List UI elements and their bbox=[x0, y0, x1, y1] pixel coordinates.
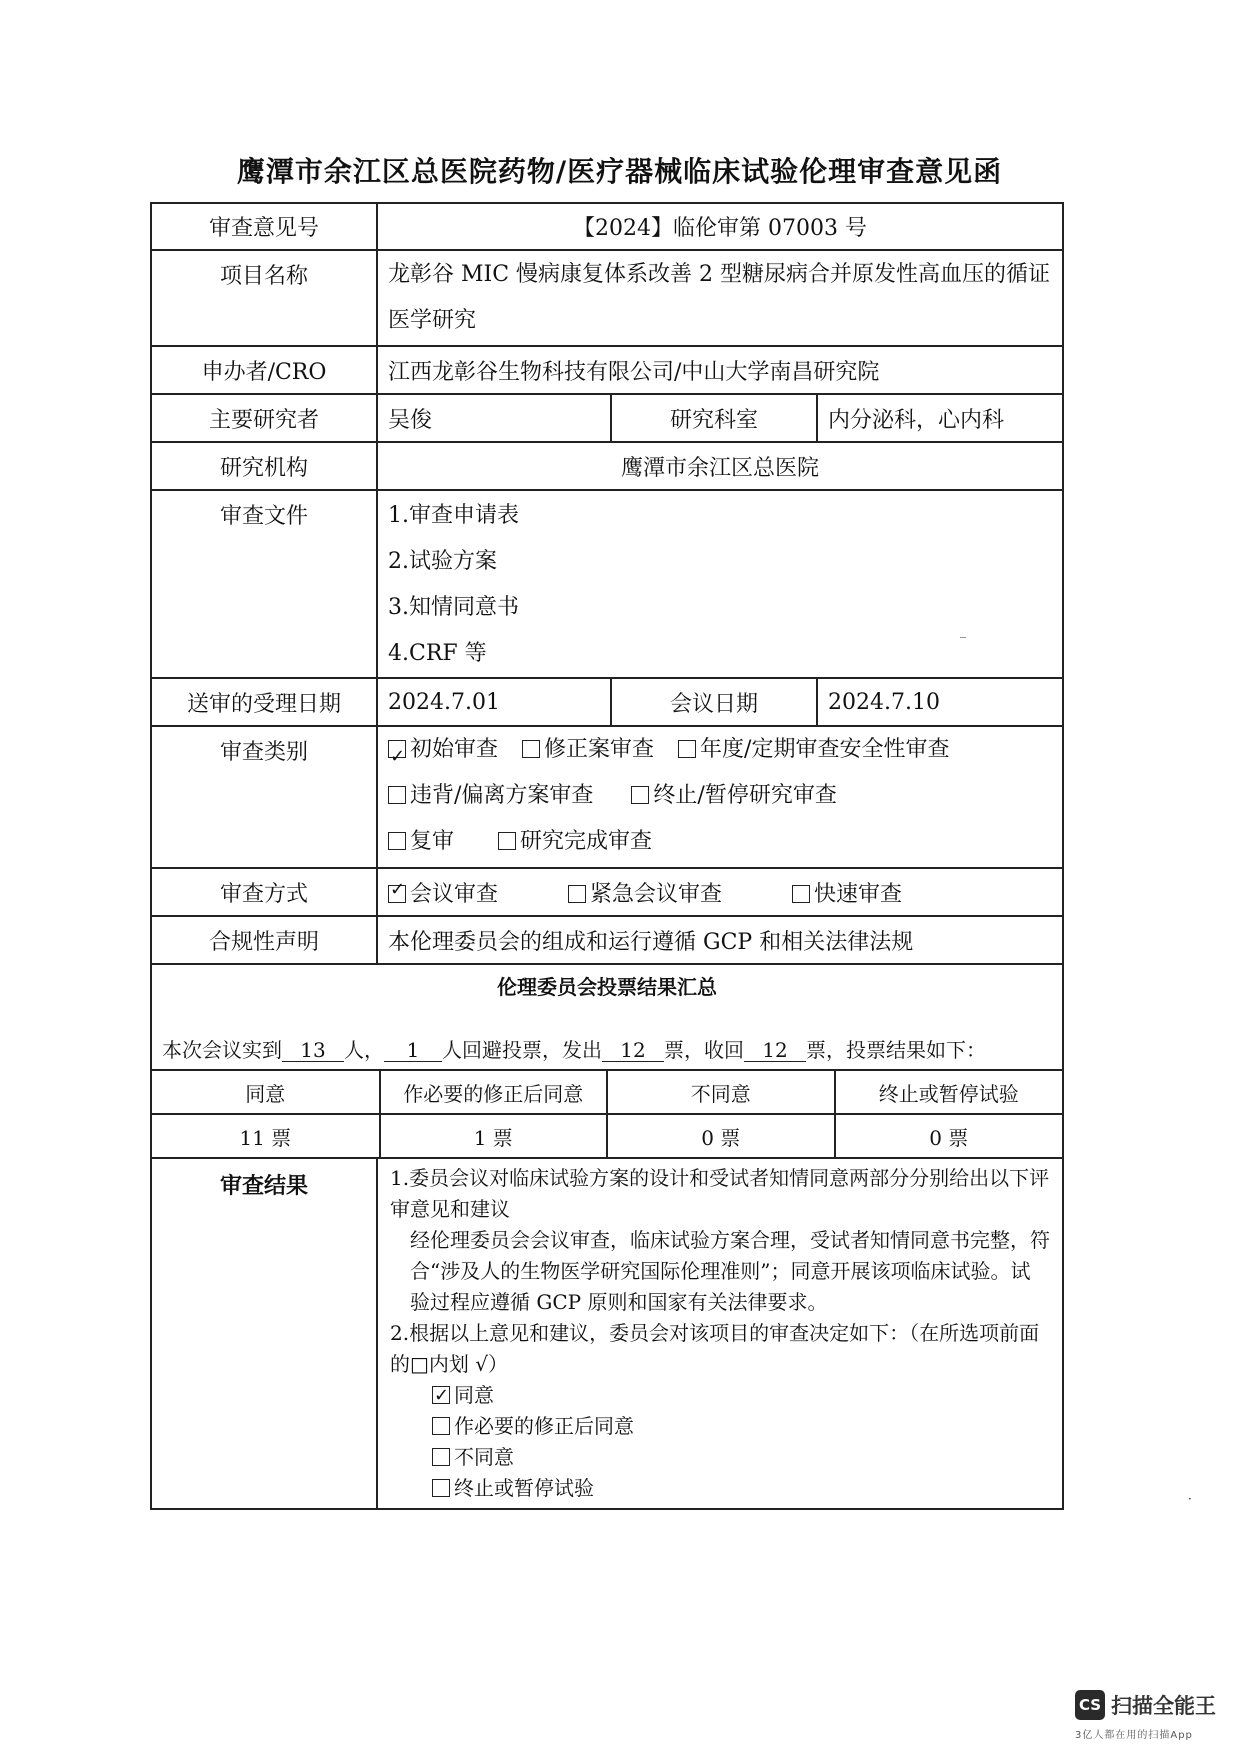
vote-result-row bbox=[152, 1114, 1062, 1157]
row-compliance bbox=[151, 916, 1063, 964]
checkbox-icon[interactable] bbox=[522, 740, 540, 758]
vote-header-terminate: 终止或暂停试验 bbox=[835, 1070, 1063, 1114]
review-type-label: 审查类别 bbox=[151, 726, 377, 868]
watermark-tagline: 3亿人都在用的扫描App bbox=[1075, 1730, 1193, 1741]
document-item: 1.审查申请表 bbox=[388, 503, 519, 528]
vote-result-terminate: 0 票 bbox=[835, 1114, 1063, 1157]
row-review-result bbox=[151, 1158, 1063, 1509]
checkbox-icon[interactable] bbox=[432, 1479, 450, 1497]
checkbox-icon[interactable] bbox=[432, 1448, 450, 1466]
vote-header-row bbox=[152, 1070, 1062, 1114]
row-opinion-no bbox=[151, 203, 1063, 250]
issued-count: 12 bbox=[602, 1039, 664, 1062]
checkbox-icon[interactable] bbox=[388, 832, 406, 850]
compliance-value: 本伦理委员会的组成和运行遵循 GCP 和相关法律法规 bbox=[377, 916, 1063, 964]
meeting-date-label: 会议日期 bbox=[611, 678, 817, 726]
review-type-completion[interactable]: 研究完成审查 bbox=[498, 819, 652, 865]
submit-date-label: 送审的受理日期 bbox=[151, 678, 377, 726]
row-review-method bbox=[151, 868, 1063, 916]
checkbox-icon[interactable] bbox=[432, 1417, 450, 1435]
checkbox-checked-icon[interactable] bbox=[388, 740, 406, 758]
decision-disagree[interactable]: 不同意 bbox=[390, 1442, 1050, 1473]
result-content bbox=[377, 1158, 1063, 1509]
review-type-amendment[interactable]: 修正案审查 bbox=[522, 727, 654, 773]
decision-terminate[interactable]: 终止或暂停试验 bbox=[390, 1473, 1050, 1504]
vote-result-agree-with-revision: 1 票 bbox=[380, 1114, 608, 1157]
vote-results-table bbox=[152, 1069, 1062, 1157]
compliance-label: 合规性声明 bbox=[151, 916, 377, 964]
review-method-expedited[interactable]: 快速审查 bbox=[792, 877, 902, 908]
documents-label: 审查文件 bbox=[151, 490, 377, 678]
pi-value: 吴俊 bbox=[377, 394, 611, 442]
review-form-table bbox=[150, 202, 1064, 1510]
checkbox-checked-icon[interactable] bbox=[432, 1386, 450, 1404]
result-paragraph-2: 经伦理委员会会议审查，临床试验方案合理，受试者知情同意书完整，符合“涉及人的生物医学研究国际伦理准则”；同意开展该项临床试验。试验过程应遵循 GCP 原则和国家有关法律要求。 bbox=[410, 1228, 1050, 1314]
institution-label: 研究机构 bbox=[151, 442, 377, 490]
review-type-initial[interactable]: ✓ 初始审查 bbox=[388, 727, 498, 773]
watermark-name: 扫描全能王 bbox=[1111, 1694, 1216, 1718]
checkbox-icon[interactable] bbox=[388, 786, 406, 804]
decision-agree[interactable]: ✓同意 bbox=[390, 1380, 1050, 1411]
checkbox-checked-icon[interactable] bbox=[388, 885, 406, 903]
row-sponsor bbox=[151, 346, 1063, 394]
vote-result-disagree: 0 票 bbox=[607, 1114, 835, 1157]
cs-logo-icon: CS bbox=[1075, 1690, 1105, 1720]
review-type-re-review[interactable]: 复审 bbox=[388, 819, 454, 865]
review-type-options bbox=[377, 726, 1063, 868]
review-method-emergency[interactable]: 紧急会议审查 bbox=[568, 877, 722, 908]
recused-count: 1 bbox=[384, 1039, 442, 1062]
row-institution bbox=[151, 442, 1063, 490]
checkbox-icon[interactable] bbox=[792, 885, 810, 903]
vote-line: 本次会议实到 13 人， 1 人回避投票，发出 12 票，收回 12 票，投票结果如下： bbox=[162, 1038, 986, 1062]
sponsor-value: 江西龙彰谷生物科技有限公司/中山大学南昌研究院 bbox=[377, 346, 1063, 394]
vote-header-agree-with-revision: 作必要的修正后同意 bbox=[380, 1070, 608, 1114]
sponsor-label: 申办者/CRO bbox=[151, 346, 377, 394]
scan-speck: · bbox=[1188, 1492, 1192, 1506]
review-method-options bbox=[377, 868, 1063, 916]
document-item: 3.知情同意书 bbox=[388, 595, 519, 620]
vote-header-agree: 同意 bbox=[152, 1070, 380, 1114]
row-investigator bbox=[151, 394, 1063, 442]
meeting-date-value: 2024.7.10 bbox=[817, 678, 1063, 726]
dept-label: 研究科室 bbox=[611, 394, 817, 442]
pi-label: 主要研究者 bbox=[151, 394, 377, 442]
review-method-meeting[interactable]: ✓ 会议审查 bbox=[388, 877, 498, 908]
scan-speck: ‾ bbox=[960, 635, 966, 649]
row-dates bbox=[151, 678, 1063, 726]
scanner-watermark bbox=[1075, 1690, 1216, 1741]
vote-result-agree: 11 票 bbox=[152, 1114, 380, 1157]
documents-list bbox=[377, 490, 1063, 678]
opinion-no-value: 【2024】临伦审第 07003 号 bbox=[377, 203, 1063, 250]
review-type-termination[interactable]: 终止/暂停研究审查 bbox=[631, 773, 836, 819]
row-project-name bbox=[151, 250, 1063, 346]
vote-summary bbox=[151, 964, 1063, 1158]
document-item: 4.CRF 等 bbox=[388, 641, 487, 666]
checkbox-icon[interactable] bbox=[678, 740, 696, 758]
submit-date-value: 2024.7.01 bbox=[377, 678, 611, 726]
review-type-deviation[interactable]: 违背/偏离方案审查 bbox=[388, 773, 593, 819]
project-name-value: 龙彰谷 MIC 慢病康复体系改善 2 型糖尿病合并原发性高血压的循证医学研究 bbox=[377, 250, 1063, 346]
row-documents bbox=[151, 490, 1063, 678]
vote-header-disagree: 不同意 bbox=[607, 1070, 835, 1114]
checkbox-icon[interactable] bbox=[631, 786, 649, 804]
project-name-label: 项目名称 bbox=[151, 250, 377, 346]
checkbox-icon[interactable] bbox=[568, 885, 586, 903]
document-title: 鹰潭市余江区总医院药物/医疗器械临床试验伦理审查意见函 bbox=[236, 155, 1003, 188]
row-review-type bbox=[151, 726, 1063, 868]
attended-count: 13 bbox=[282, 1039, 344, 1062]
document-item: 2.试验方案 bbox=[388, 549, 497, 574]
result-paragraph-1: 1.委员会议对临床试验方案的设计和受试者知情同意两部分分别给出以下评审意见和建议 bbox=[390, 1166, 1050, 1221]
dept-value: 内分泌科，心内科 bbox=[817, 394, 1063, 442]
result-paragraph-3: 2.根据以上意见和建议，委员会对该项目的审查决定如下：（在所选项前面的□内划 √） bbox=[390, 1321, 1040, 1376]
review-method-label: 审查方式 bbox=[151, 868, 377, 916]
institution-value: 鹰潭市余江区总医院 bbox=[377, 442, 1063, 490]
vote-heading: 伦理委员会投票结果汇总 bbox=[497, 975, 718, 999]
decision-agree-with-revision[interactable]: 作必要的修正后同意 bbox=[390, 1411, 1050, 1442]
review-type-annual-safety[interactable]: 年度/定期审查安全性审查 bbox=[678, 727, 949, 773]
opinion-no-label: 审查意见号 bbox=[151, 203, 377, 250]
checkbox-icon[interactable] bbox=[498, 832, 516, 850]
row-vote-summary bbox=[151, 964, 1063, 1158]
returned-count: 12 bbox=[744, 1039, 806, 1062]
result-label: 审查结果 bbox=[151, 1158, 377, 1509]
